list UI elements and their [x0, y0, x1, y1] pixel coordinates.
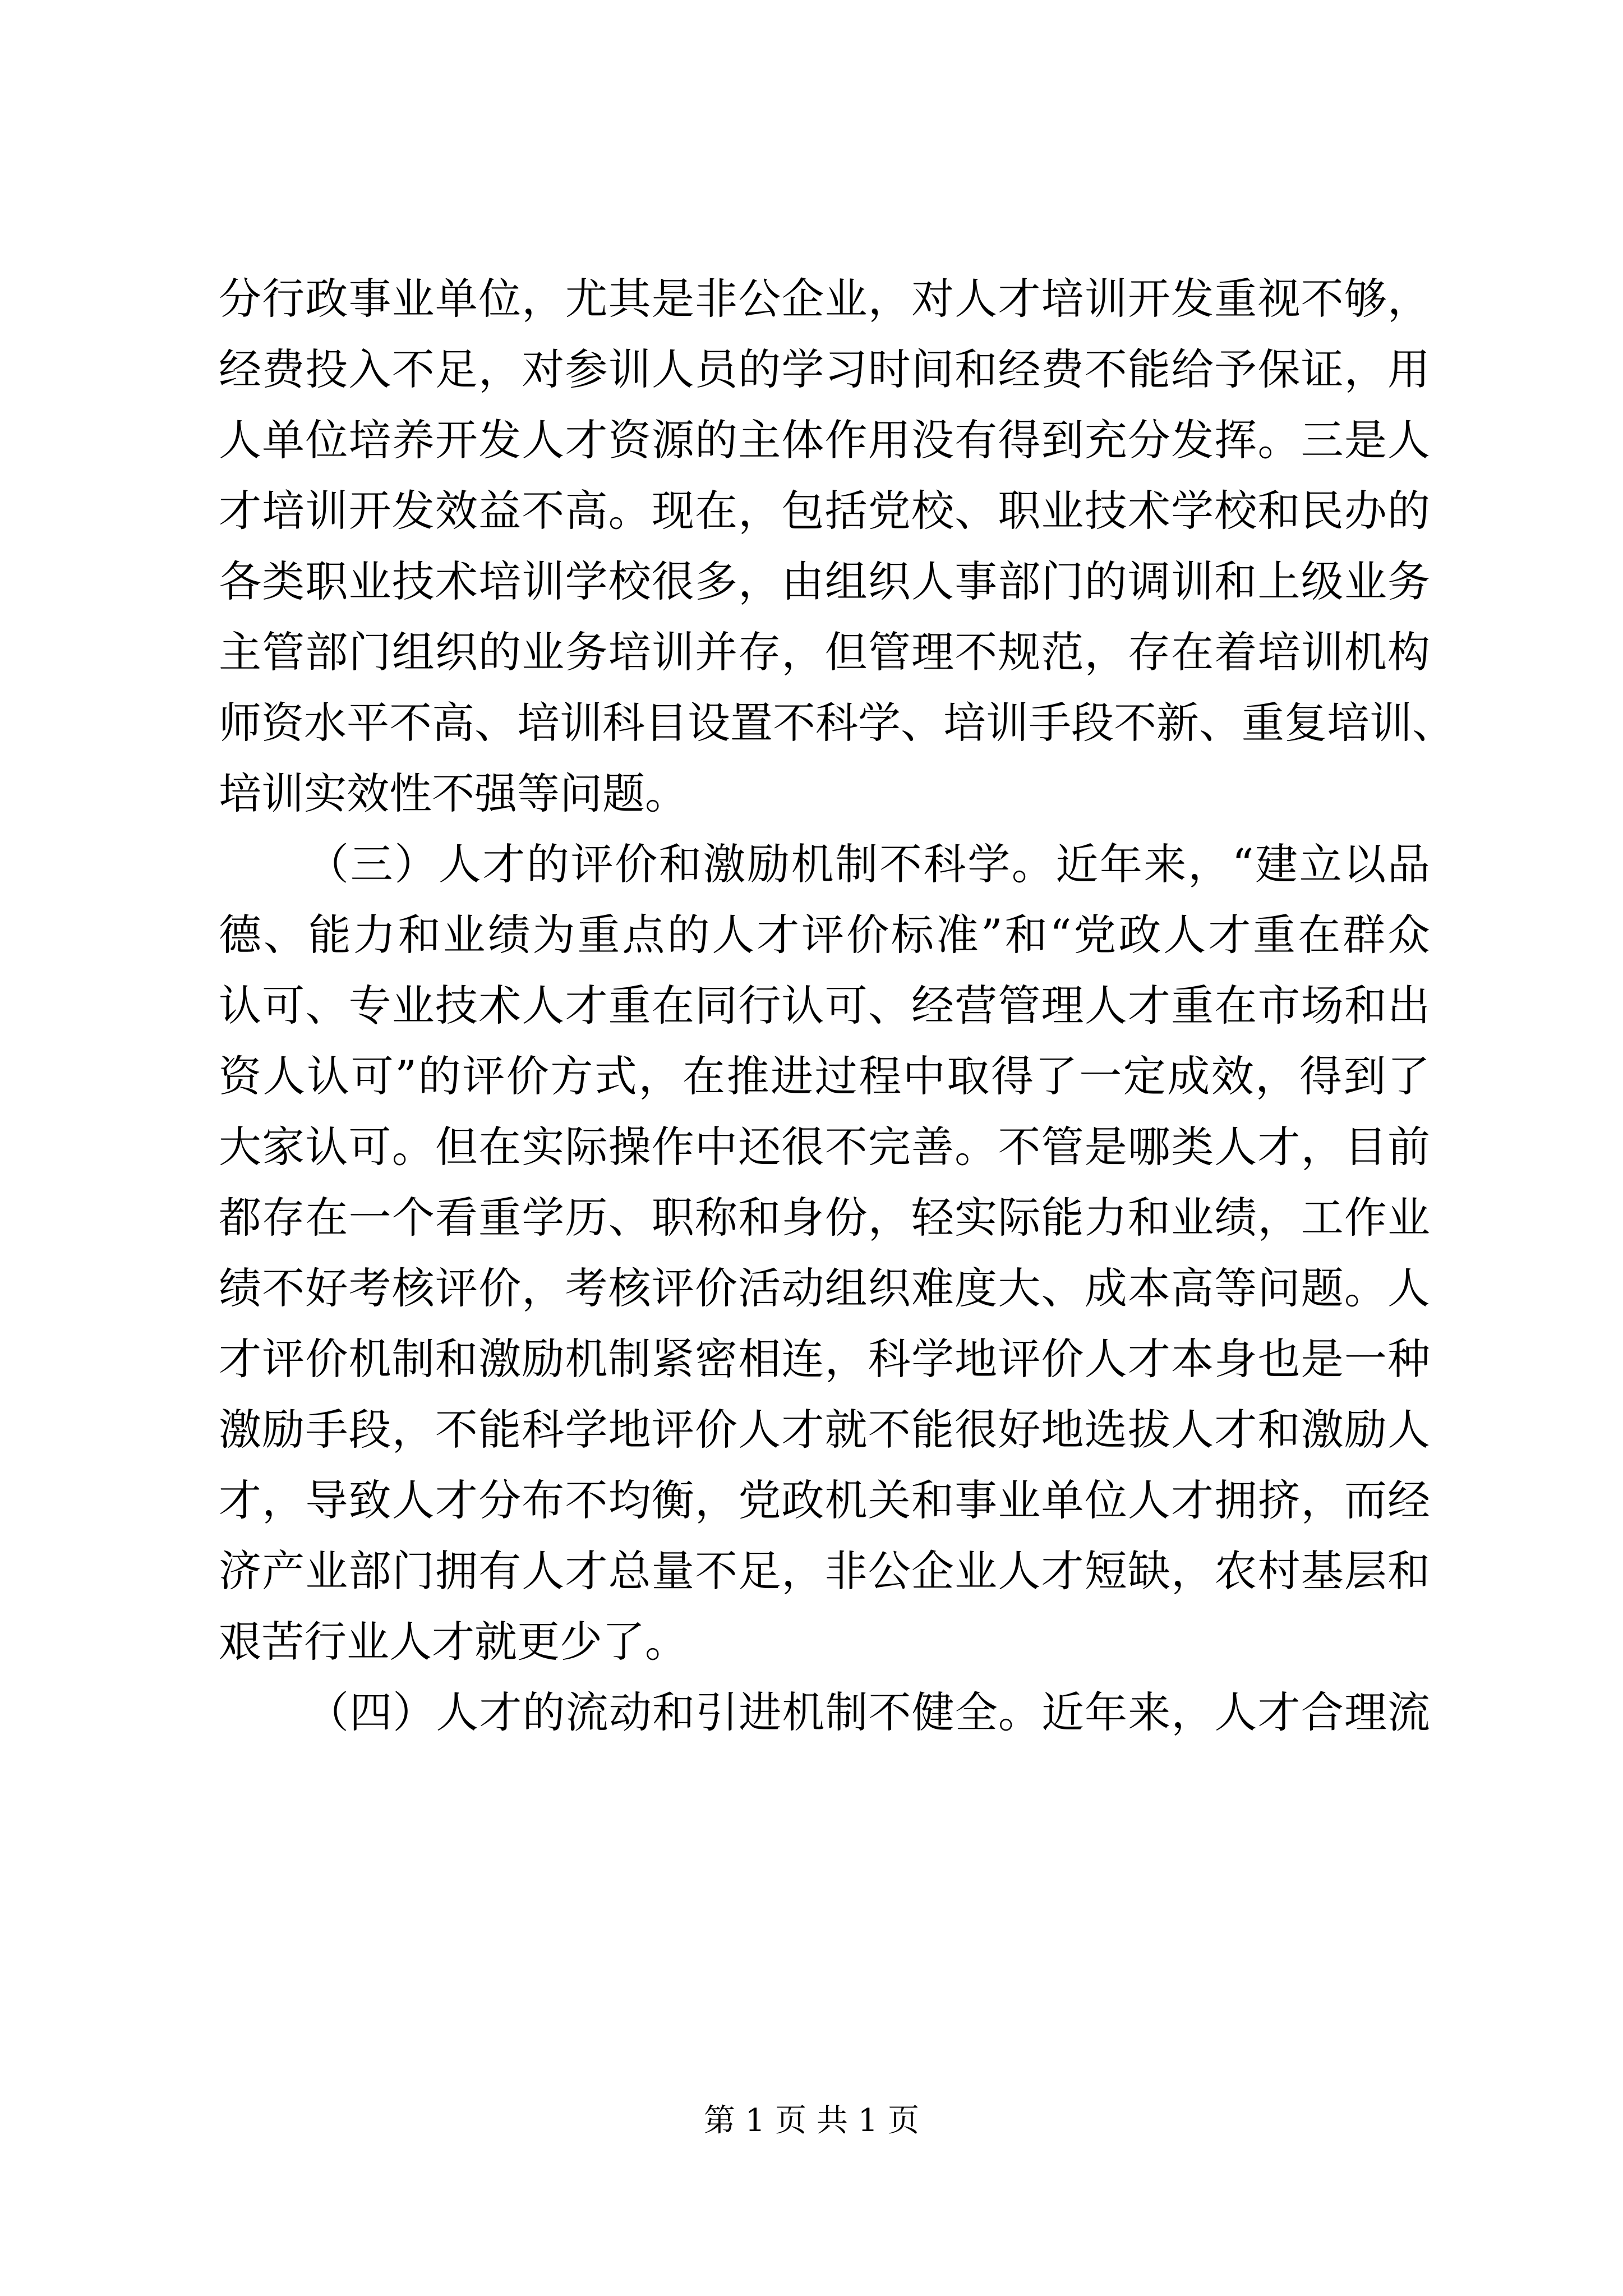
text-line: 人单位培养开发人才资源的主体作用没有得到充分发挥。三是人 — [219, 415, 1430, 465]
text-line: 都存在一个看重学历、职称和身份，轻实际能力和业绩，工作业 — [219, 1193, 1430, 1243]
text-line: 绩不好考核评价，考核评价活动组织难度大、成本高等问题。人 — [219, 1263, 1430, 1313]
text-line: 各类职业技术培训学校很多，由组织人事部门的调训和上级业务 — [219, 556, 1430, 606]
text-line: （三）人才的评价和激励机制不科学。近年来，“建立以品 — [306, 839, 1430, 889]
text-line: 才，导致人才分布不均衡，党政机关和事业单位人才拥挤，而经 — [219, 1475, 1430, 1525]
page-number-footer: 第 1 页 共 1 页 — [703, 2102, 920, 2139]
text-line: 大家认可。但在实际操作中还很不完善。不管是哪类人才，目前 — [219, 1122, 1430, 1172]
text-line: 德、能力和业绩为重点的人才评价标准”和“党政人才重在群众 — [219, 910, 1430, 960]
text-line: 才评价机制和激励机制紧密相连，科学地评价人才本身也是一种 — [219, 1334, 1430, 1384]
document-body — [219, 264, 1455, 1748]
text-line: 经费投入不足，对参训人员的学习时间和经费不能给予保证，用 — [219, 344, 1430, 394]
text-line: 分行政事业单位，尤其是非公企业，对人才培训开发重视不够， — [219, 274, 1430, 324]
text-line: 才培训开发效益不高。现在，包括党校、职业技术学校和民办的 — [219, 486, 1430, 536]
text-line: 主管部门组织的业务培训并存，但管理不规范，存在着培训机构 — [219, 627, 1430, 677]
text-line: 资人认可”的评价方式，在推进过程中取得了一定成效，得到了 — [219, 1051, 1430, 1101]
text-line: 培训实效性不强等问题。 — [219, 769, 688, 818]
text-line: 师资水平不高、培训科目设置不科学、培训手段不新、重复培训、 — [219, 698, 1455, 748]
text-line: （四）人才的流动和引进机制不健全。近年来，人才合理流 — [306, 1687, 1430, 1737]
text-line: 认可、专业技术人才重在同行认可、经营管理人才重在市场和出 — [219, 981, 1430, 1030]
text-line: 济产业部门拥有人才总量不足，非公企业人才短缺，农村基层和 — [219, 1546, 1430, 1596]
text-line: 激励手段，不能科学地评价人才就不能很好地选拔人才和激励人 — [219, 1405, 1430, 1455]
text-line: 艰苦行业人才就更少了。 — [219, 1617, 688, 1667]
